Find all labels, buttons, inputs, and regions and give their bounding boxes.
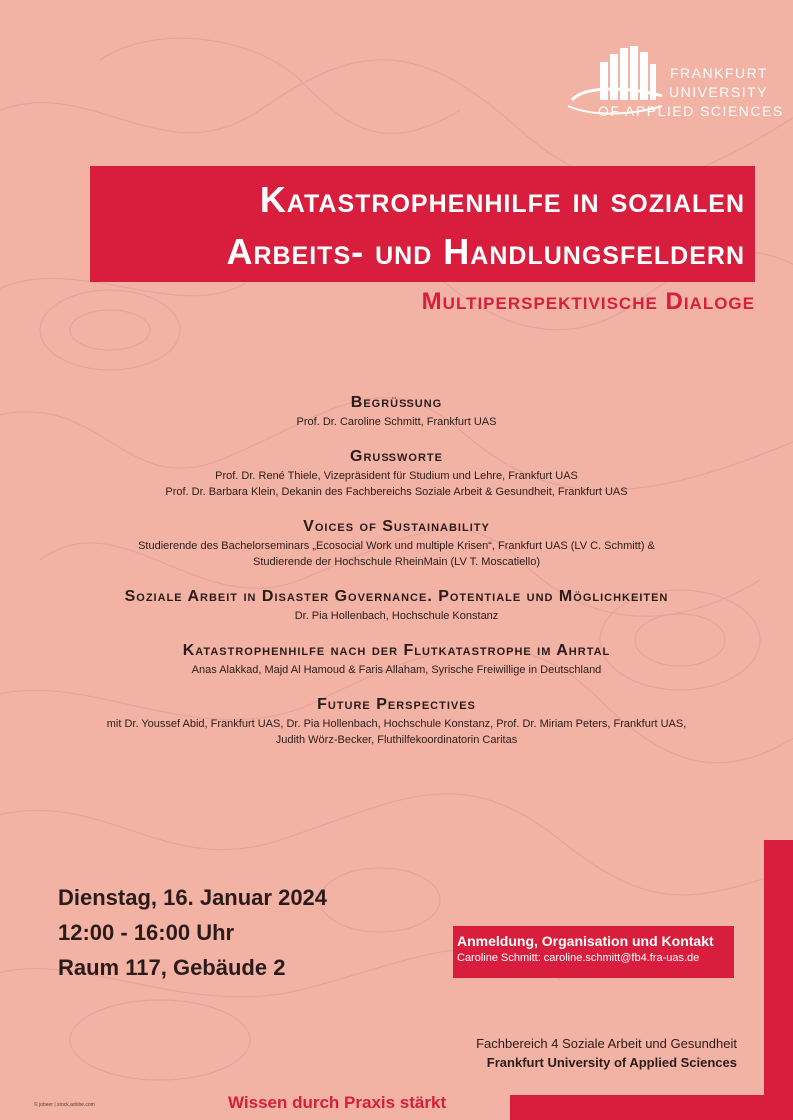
title-line-1: Katastrophenhilfe in sozialen: [259, 179, 745, 220]
department-info: [476, 1034, 737, 1072]
agenda-speaker: Prof. Dr. Barbara Klein, Dekanin des Fachbereichs Soziale Arbeit & Gesundheit, Frankfurt UAS: [165, 486, 628, 498]
university-name: Frankfurt University of Applied Sciences: [486, 1055, 737, 1070]
agenda-speaker: Dr. Pia Hollenbach, Hochschule Konstanz: [294, 610, 499, 622]
event-date: Dienstag, 16. Januar 2024: [58, 885, 328, 910]
agenda-item-greetings: [0, 446, 793, 500]
agenda-item-ahrtal: [0, 640, 793, 678]
title-line-2: Arbeits- und Handlungsfeldern: [226, 231, 745, 272]
agenda-item-future: [0, 694, 793, 748]
agenda-speaker: Prof. Dr. René Thiele, Vizepräsident für Studium und Lehre, Frankfurt UAS: [215, 470, 578, 482]
agenda-heading: Grußworte: [350, 448, 443, 465]
university-logo-text: [598, 64, 784, 121]
image-credit: © jobeer | stock.adobe.com: [34, 1102, 95, 1108]
decor-bar-right: [764, 840, 793, 1120]
title-banner: [90, 166, 755, 282]
contact-box: [453, 926, 734, 978]
agenda: [0, 392, 793, 764]
decor-bar-bottom: [510, 1095, 793, 1120]
agenda-speaker: Studierende des Bachelorseminars „Ecosocial Work und multiple Krisen“, Frankfurt UAS (LV C. Schmitt) &: [138, 540, 655, 552]
agenda-speaker: Judith Wörz-Becker, Fluthilfekoordinatorin Caritas: [275, 734, 518, 746]
department-name: Fachbereich 4 Soziale Arbeit und Gesundheit: [476, 1036, 737, 1051]
agenda-heading: Katastrophenhilfe nach der Flutkatastrophe im Ahrtal: [182, 642, 611, 659]
agenda-speaker: Prof. Dr. Caroline Schmitt, Frankfurt UAS: [296, 416, 497, 428]
slogan: Wissen durch Praxis stärkt: [228, 1093, 447, 1112]
agenda-heading: Begrüßung: [350, 394, 443, 411]
logo-line-2: UNIVERSITY: [668, 84, 768, 100]
agenda-heading: Voices of Sustainability: [303, 518, 490, 535]
agenda-item-disaster-governance: [0, 586, 793, 624]
agenda-speaker: Studierende der Hochschule RheinMain (LV T. Moscatiello): [253, 556, 540, 568]
contact-heading: Anmeldung, Organisation und Kontakt: [457, 933, 714, 949]
agenda-speaker: Anas Alakkad, Majd Al Hamoud & Faris Allaham, Syrische Freiwillige in Deutschland: [191, 664, 602, 676]
agenda-item-welcome: [0, 392, 793, 430]
logo-line-1: FRANKFURT: [669, 65, 768, 81]
contact-email[interactable]: Caroline Schmitt: caroline.schmitt@fb4.fra-uas.de: [457, 952, 700, 964]
agenda-item-voices: [0, 516, 793, 570]
agenda-heading: Future Perspectives: [317, 696, 476, 713]
logo-line-3: OF APPLIED SCIENCES: [598, 103, 784, 119]
event-time: 12:00 - 16:00 Uhr: [58, 920, 235, 945]
event-details: [58, 880, 327, 985]
event-room: Raum 117, Gebäude 2: [58, 955, 286, 980]
agenda-speaker: mit Dr. Youssef Abid, Frankfurt UAS, Dr. Pia Hollenbach, Hochschule Konstanz, Prof. Dr. Miriam Peters, Frankfurt UAS,: [106, 718, 687, 730]
subtitle: Multiperspektivische Dialoge: [421, 288, 755, 315]
agenda-heading: Soziale Arbeit in Disaster Governance. Potentiale und Möglichkeiten: [124, 588, 669, 605]
